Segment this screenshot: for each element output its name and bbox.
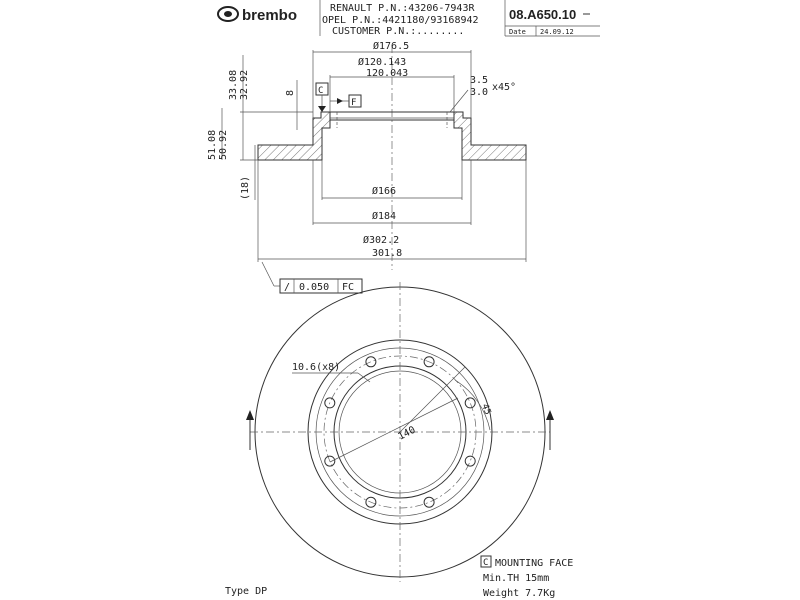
dim-inner-diameter: Ø166: [372, 186, 397, 197]
dim-flange: 8: [285, 89, 296, 96]
runout-datum: FC: [342, 282, 355, 293]
section-view: [207, 40, 526, 293]
disc-section-left: [258, 112, 330, 160]
dim-height-b: 32.92: [239, 69, 250, 100]
opel-part-number: OPEL P.N.:4421180/93168942: [322, 15, 479, 26]
dim-disc-thickness: (18): [240, 175, 251, 200]
dim-outer-max: Ø302.2: [363, 235, 400, 246]
dim-outer-min: 301.8: [372, 248, 403, 259]
bolt-hole: [465, 398, 475, 408]
date-label: Date: [509, 28, 526, 36]
datum-f: F: [351, 98, 357, 108]
dim-height-a: 33.08: [228, 69, 239, 100]
notes: [225, 556, 573, 599]
bolt-hole: [424, 497, 434, 507]
pcd-label: 140: [396, 424, 418, 443]
dim-total-b: 50.92: [218, 129, 229, 160]
chamfer-angle: x45°: [492, 82, 517, 93]
dim-bore-min: 120.043: [366, 68, 409, 79]
chamfer-value-a: 3.5: [470, 75, 489, 86]
bolt-hole: [465, 456, 475, 466]
dim-bore-max: Ø120.143: [358, 57, 407, 68]
holes-label: 10.6(x8): [292, 362, 341, 373]
pcd-leader: [330, 398, 458, 462]
brembo-logo: [218, 7, 297, 24]
dim-total-a: 51.08: [207, 129, 218, 160]
brand-name: brembo: [242, 7, 298, 24]
type-label: Type DP: [225, 586, 268, 597]
datum-c: C: [318, 86, 324, 96]
section-arrow-right: [546, 410, 554, 420]
dim-braking-inner-diameter: Ø184: [372, 211, 397, 222]
article-number: 08.A650.10: [509, 7, 577, 22]
renault-part-number: RENAULT P.N.:43206-7943R: [330, 3, 475, 14]
chamfer-value-b: 3.0: [470, 87, 489, 98]
runout-value: 0.050: [299, 282, 330, 293]
mounting-face-symbol: C: [483, 558, 489, 568]
customer-part-number: CUSTOMER P.N.:........: [332, 26, 465, 37]
runout-symbol: /: [284, 282, 291, 293]
front-view: [246, 282, 554, 582]
min-thickness: Min.TH 15mm: [483, 573, 550, 584]
mounting-face-label: MOUNTING FACE: [495, 558, 574, 569]
disc-section-right: [454, 112, 526, 160]
angle-label: 45: [479, 402, 493, 417]
date-value: 24.09.12: [540, 28, 574, 36]
header: [218, 0, 600, 37]
dim-hub-diameter: Ø176.5: [373, 41, 410, 52]
section-arrow-left: [246, 410, 254, 420]
weight: Weight 7.7Kg: [483, 588, 556, 599]
